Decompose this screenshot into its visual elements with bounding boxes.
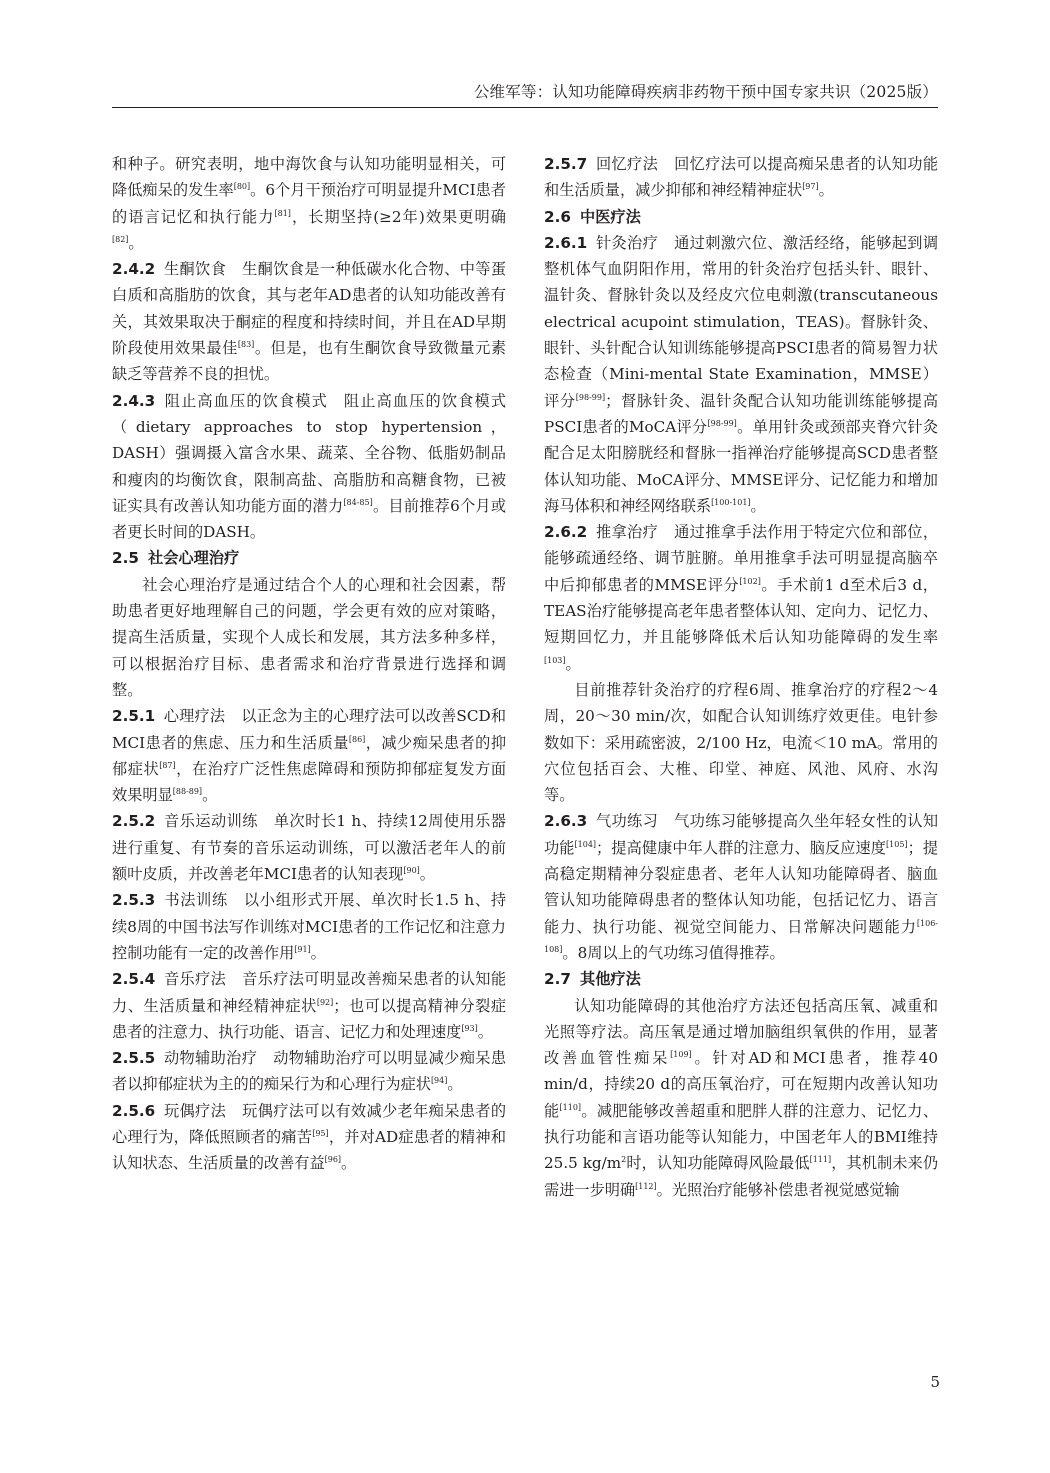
unit-superscript: 2 xyxy=(621,1155,627,1165)
section-title: 音乐疗法 xyxy=(163,970,227,989)
citation: [94] xyxy=(430,1076,448,1086)
section-2-5-5: 2.5.5 动物辅助治疗 动物辅助治疗可以明显减少痴呆患者以抑郁症状为主的的痴呆行为和心理行为症状[94]。 xyxy=(112,1049,507,1094)
running-header xyxy=(112,0,938,112)
section-2-5-7: 2.5.7 回忆疗法 回忆疗法可以提高痴呆患者的认知功能和生活质量，减少抑郁和神经精神症状[97]。 xyxy=(544,155,939,200)
section-title: 推拿治疗 xyxy=(595,523,659,542)
header-title: 公维军等：认知功能障碍疾病非药物干预中国专家共识（2025版） xyxy=(473,83,938,101)
page-number: 5 xyxy=(930,1373,940,1391)
section-number: 2.6.1 xyxy=(544,233,588,252)
section-title: 玩偶疗法 xyxy=(163,1101,227,1120)
section-title: 心理疗法 xyxy=(163,707,226,726)
paragraph-mediterranean: 和种子。研究表明，地中海饮食与认知功能明显相关，可降低痴呆的发生率[80]。6个月干预治疗可明显提升MCI患者的语言记忆和执行能力[81]，长期坚持(≥2年)效果更明确[82]。 xyxy=(112,155,506,252)
section-title: 针灸治疗 xyxy=(595,233,659,252)
section-title: 其他疗法 xyxy=(580,970,641,989)
section-title: 气功练习 xyxy=(595,812,659,831)
citation: [103] xyxy=(544,655,566,665)
section-number: 2.5.4 xyxy=(112,970,156,989)
citation: [93] xyxy=(461,1023,478,1033)
section-title: 阻止高血压的饮食模式 xyxy=(163,391,328,410)
section-2-5-4: 2.5.4 音乐疗法 音乐疗法可明显改善痴呆患者的认知能力、生活质量和神经精神症状[92]；也可以提高精神分裂症患者的注意力、执行功能、语言、记忆力和处理速度[93]。 xyxy=(112,970,507,1041)
header-rule xyxy=(112,107,938,108)
citation: [87] xyxy=(159,760,176,770)
section-title: 动物辅助治疗 xyxy=(163,1049,258,1068)
section-2-6-2: 2.6.2 推拿治疗 通过推拿手法作用于特定穴位和部位，能够疏通经络、调节脏腑。单用推拿手法可明显提高脑卒中后抑郁患者的MMSE评分[102]。手术前1 d至术后3 d，TEAS治疗能够提高老年患者整体认知、定向力、记忆力、短期回忆力，并且能够降低术后认知功能障碍的发生率[103]。 xyxy=(544,523,939,673)
section-number: 2.4.2 xyxy=(112,260,156,279)
section-number: 2.5.1 xyxy=(112,707,156,726)
section-heading-2-5 xyxy=(112,545,506,571)
section-2-6-1: 2.6.1 针灸治疗 通过刺激穴位、激活经络，能够起到调整机体气血阴阳作用，常用的针灸治疗包括头针、眼针、温针灸、督脉针灸以及经皮穴位电刺激(transcutaneous electrical acupoint stimulation，TEAS)。督脉针灸、眼针、头针配合认知训练能够提高PSCI患者的简易智力状态检查（Mini-mental State Examination，MMSE）评分[98-99]；督脉针灸、温针灸配合认知功能训练能够提高PSCI患者的MoCA评分[98-99]。单用针灸或颈部夹脊穴针灸配合足太阳膀胱经和督脉一指禅治疗能够提高SCD患者整体认知功能、MoCA评分、MMSE评分、记忆能力和增加海马体积和神经网络联系[100-101]。 xyxy=(544,233,939,515)
citation: [106-108] xyxy=(544,918,938,954)
section-number: 2.7 xyxy=(544,970,571,989)
paragraph-recommendation: 目前推荐针灸治疗的疗程6周、推拿治疗的疗程2～4周，20～30 min/次，如配合认知训练疗效更佳。电针参数如下：采用疏密波，2/100 Hz，电流＜10 mA。常用的穴位包括百会、大椎、印堂、神庭、风池、风府、水沟等。 xyxy=(544,680,938,805)
citation: [110] xyxy=(559,1102,582,1112)
citation: [95] xyxy=(312,1128,329,1138)
citation: [98-99] xyxy=(575,392,606,402)
section-number: 2.5.3 xyxy=(112,891,156,910)
citation: [104] xyxy=(574,839,597,849)
citation: [105] xyxy=(886,839,908,849)
citation: [84-85] xyxy=(343,497,373,507)
section-number: 2.4.3 xyxy=(112,391,156,410)
citation: [100-101] xyxy=(711,497,751,507)
section-2-5-6: 2.5.6 玩偶疗法 玩偶疗法可以有效减少老年痴呆患者的心理行为，降低照顾者的痛苦[95]，并对AD症患者的精神和认知状态、生活质量的改善有益[96]。 xyxy=(112,1101,507,1173)
section-number: 2.5.5 xyxy=(112,1049,156,1068)
section-title: 生酮饮食 xyxy=(163,260,227,279)
citation: [80] xyxy=(233,182,251,192)
section-title: 中医疗法 xyxy=(580,207,641,226)
section-title: 书法训练 xyxy=(163,891,228,910)
citation: [98-99] xyxy=(707,418,737,428)
citation: [91] xyxy=(294,944,311,954)
section-number: 2.6.2 xyxy=(544,523,588,542)
section-number: 2.6 xyxy=(544,207,571,226)
section-number: 2.5.6 xyxy=(112,1101,156,1120)
section-title: 社会心理治疗 xyxy=(148,549,240,568)
citation: [96] xyxy=(324,1155,342,1165)
citation: [92] xyxy=(316,997,334,1007)
paragraph-psychosocial: 社会心理治疗是通过结合个人的心理和社会因素，帮助患者更好地理解自己的问题，学会更有效的应对策略，提高生活质量，实现个人成长和发展，其方法多种多样，可以根据治疗目标、患者需求和治疗背景进行选择和调整。 xyxy=(112,575,506,699)
right-column xyxy=(544,151,938,1203)
section-title: 音乐运动训练 xyxy=(163,812,258,831)
section-2-6-3: 2.6.3 气功练习 气功练习能够提高久坐年轻女性的认知功能[104]；提高健康中年人群的注意力、脑反应速度[105]；提高稳定期精神分裂症患者、老年人认知功能障碍者、脑血管认知功能障碍患者的整体认知功能，包括记忆力、语言能力、执行功能、视觉空间能力、日常解决问题能力[106-108]。8周以上的气功练习值得推荐。 xyxy=(544,812,939,962)
section-heading-2-6 xyxy=(544,204,938,230)
section-heading-2-7 xyxy=(544,966,938,992)
citation: [102] xyxy=(739,576,761,586)
section-2-5-1: 2.5.1 心理疗法 以正念为主的心理疗法可以改善SCD和MCI患者的焦虑、压力和生活质量[86]，减少痴呆患者的抑郁症状[87]，在治疗广泛性焦虑障碍和预防抑郁症复发方面效果明显[88-89]。 xyxy=(112,707,507,805)
citation: [82] xyxy=(112,234,129,244)
citation: [112] xyxy=(635,1181,657,1191)
citation: [83] xyxy=(237,340,255,350)
citation: [86] xyxy=(348,734,366,744)
citation: [111] xyxy=(809,1155,832,1165)
citation: [109] xyxy=(670,1050,692,1060)
citation: [97] xyxy=(802,182,819,192)
section-number: 2.5.7 xyxy=(544,155,588,173)
section-2-4-2: 2.4.2 生酮饮食 生酮饮食是一种低碳水化合物、中等蛋白质和高脂肪的饮食，其与老年AD患者的认知功能改善有关，其效果取决于酮症的程度和持续时间，并且在AD早期阶段使用效果最佳[83]。但是，也有生酮饮食导致微量元素缺乏等营养不良的担忧。 xyxy=(112,260,507,384)
citation: [81] xyxy=(274,208,291,218)
paragraph-other-therapies: 认知功能障碍的其他治疗方法还包括高压氧、减重和光照等疗法。高压氧是通过增加脑组织氧供的作用，显著改善血管性痴呆[109]。针对AD和MCI患者，推荐40 min/d，持续20 d的高压氧治疗，可在短期内改善认知功能[110]。减肥能够改善超重和肥胖人群的注意力、记忆力、执行功能和言语功能等认知能力，中国老年人的BMI维持25.5 $kg/m^2$时，认知功能障碍风险最低[111]，其机制未来仍需进一步明确[112]。光照治疗能够补偿患者视觉感觉输 xyxy=(544,996,939,1199)
section-2-4-3: 2.4.3 阻止高血压的饮食模式 阻止高血压的饮食模式（dietary approaches to stop hypertension，DASH）强调摄入富含水果、蔬菜、全谷物、低脂奶制品和瘦肉的均衡饮食，限制高盐、高脂肪和高糖食物，已被证实具有改善认知功能方面的潜力[84-85]。目前推荐6个月或者更长时间的DASH。 xyxy=(112,391,507,542)
citation: [90] xyxy=(403,866,420,876)
section-number: 2.6.3 xyxy=(544,812,588,831)
citation: [88-89] xyxy=(172,787,203,797)
section-number: 2.5 xyxy=(112,549,139,568)
section-2-5-2: 2.5.2 音乐运动训练 单次时长1 h、持续12周使用乐器进行重复、有节奏的音乐运动训练，可以激活老年人的前额叶皮质，并改善老年MCI患者的认知表现[90]。 xyxy=(112,812,506,884)
section-number: 2.5.2 xyxy=(112,812,156,831)
section-title: 回忆疗法 xyxy=(595,155,659,173)
left-column xyxy=(112,151,506,1177)
section-2-5-3: 2.5.3 书法训练 以小组形式开展、单次时长1.5 h、持续8周的中国书法写作训练对MCI患者的工作记忆和注意力控制功能有一定的改善作用[91]。 xyxy=(112,891,507,962)
